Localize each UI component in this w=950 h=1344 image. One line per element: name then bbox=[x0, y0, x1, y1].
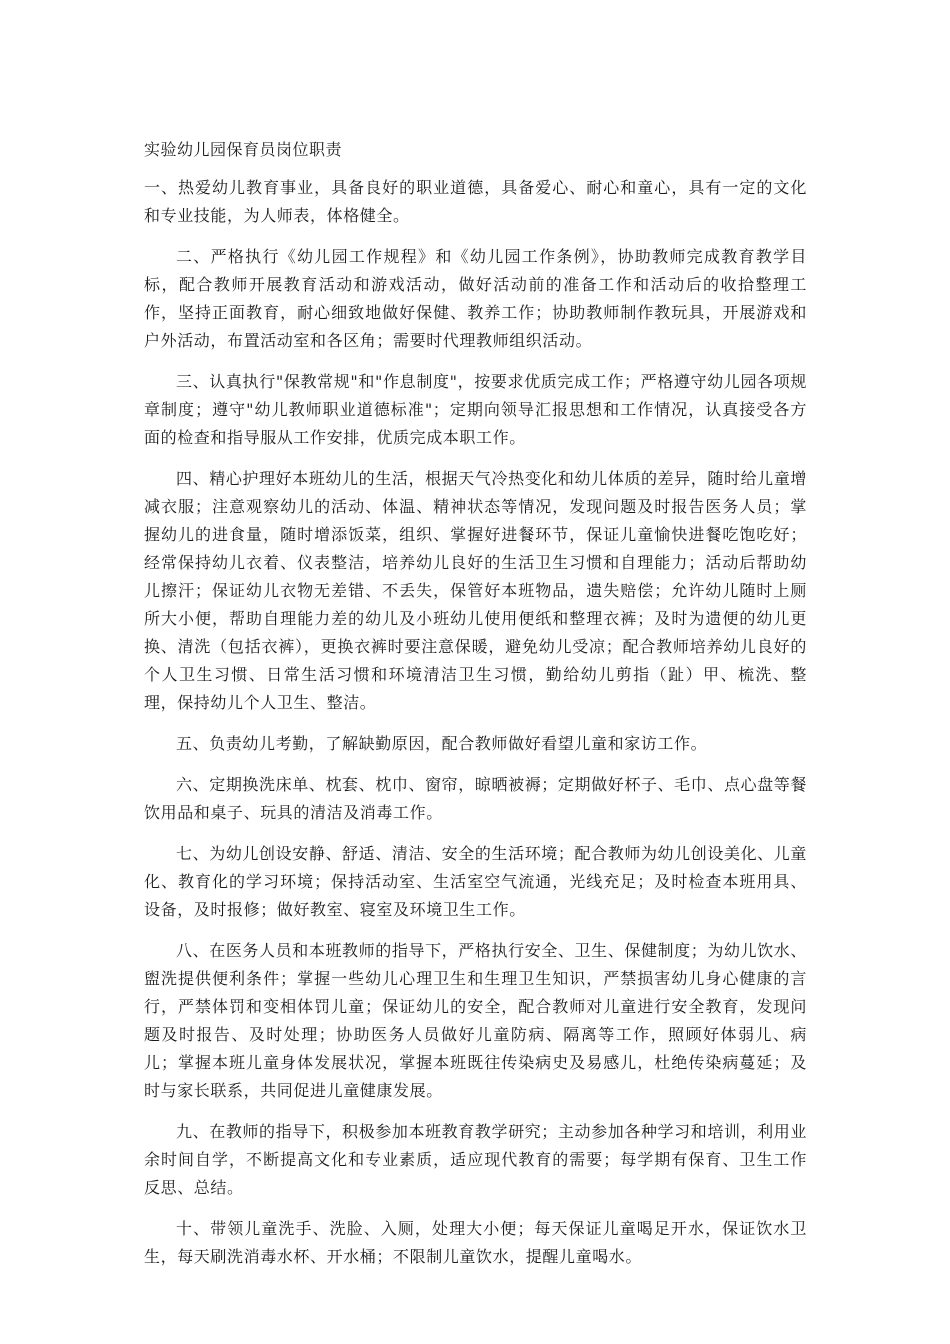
paragraph-1: 一、热爱幼儿教育事业，具备良好的职业道德，具备爱心、耐心和童心，具有一定的文化和专业技能，为人师表，体格健全。 bbox=[144, 178, 807, 225]
document-title: 实验幼儿园保育员岗位职责 bbox=[144, 140, 343, 159]
paragraph-7: 七、为幼儿创设安静、舒适、清洁、安全的生活环境；配合教师为幼儿创设美化、儿童化、教育化的学习环境；保持活动室、生活室空气流通，光线充足；及时检查本班用具、设备，及时报修；做好教室、寝室及环境卫生工作。 bbox=[144, 844, 807, 919]
paragraph-2: 二、严格执行《幼儿园工作规程》和《幼儿园工作条例》，协助教师完成教育教学目标，配合教师开展教育活动和游戏活动，做好活动前的准备工作和活动后的收拾整理工作，坚持正面教育，耐心细致地做好保健、教养工作；协助教师制作教玩具，开展游戏和户外活动，布置活动室和各区角；需要时代理教师组织活动。 bbox=[144, 247, 807, 350]
paragraph-5: 五、负责幼儿考勤，了解缺勤原因，配合教师做好看望儿童和家访工作。 bbox=[176, 734, 708, 753]
document-page bbox=[144, 136, 807, 1284]
paragraph-6: 六、定期换洗床单、枕套、枕巾、窗帘，晾晒被褥；定期做好杯子、毛巾、点心盘等餐饮用品和桌子、玩具的清洁及消毒工作。 bbox=[144, 775, 807, 822]
paragraph-3: 三、认真执行"保教常规"和"作息制度"，按要求优质完成工作；严格遵守幼儿园各项规章制度；遵守"幼儿教师职业道德标准"；定期向领导汇报思想和工作情况，认真接受各方面的检查和指导服从工作安排，优质完成本职工作。 bbox=[144, 372, 807, 447]
paragraph-10: 十、带领儿童洗手、洗脸、入厕，处理大小便；每天保证儿童喝足开水，保证饮水卫生，每天刷洗消毒水杯、开水桶；不限制儿童饮水，提醒儿童喝水。 bbox=[144, 1219, 807, 1266]
paragraph-4: 四、精心护理好本班幼儿的生活，根据天气冷热变化和幼儿体质的差异，随时给儿童增减衣服；注意观察幼儿的活动、体温、精神状态等情况，发现问题及时报告医务人员；掌握幼儿的进食量，随时增添饭菜，组织、掌握好进餐环节，保证儿童愉快进餐吃饱吃好；经常保持幼儿衣着、仪表整洁，培养幼儿良好的生活卫生习惯和自理能力；活动后帮助幼儿擦汗；保证幼儿衣物无差错、不丢失，保管好本班物品，遗失赔偿；允许幼儿随时上厕所大小便，帮助自理能力差的幼儿及小班幼儿使用便纸和整理衣裤；及时为遗便的幼儿更换、清洗（包括衣裤），更换衣裤时要注意保暖，避免幼儿受凉；配合教师培养幼儿良好的个人卫生习惯、日常生活习惯和环境清洁卫生习惯，勤给幼儿剪指（趾）甲、梳洗、整理，保持幼儿个人卫生、整洁。 bbox=[144, 469, 807, 712]
paragraph-8: 八、在医务人员和本班教师的指导下，严格执行安全、卫生、保健制度；为幼儿饮水、盥洗提供便利条件；掌握一些幼儿心理卫生和生理卫生知识，严禁损害幼儿身心健康的言行，严禁体罚和变相体罚儿童；保证幼儿的安全，配合教师对儿童进行安全教育，发现问题及时报告、及时处理；协助医务人员做好儿童防病、隔离等工作，照顾好体弱儿、病儿；掌握本班儿童身体发展状况，掌握本班既往传染病史及易感儿，杜绝传染病蔓延；及时与家长联系，共同促进儿童健康发展。 bbox=[144, 941, 807, 1100]
paragraph-9: 九、在教师的指导下，积极参加本班教育教学研究；主动参加各种学习和培训，利用业余时间自学，不断提高文化和专业素质，适应现代教育的需要；每学期有保育、卫生工作反思、总结。 bbox=[144, 1122, 807, 1197]
